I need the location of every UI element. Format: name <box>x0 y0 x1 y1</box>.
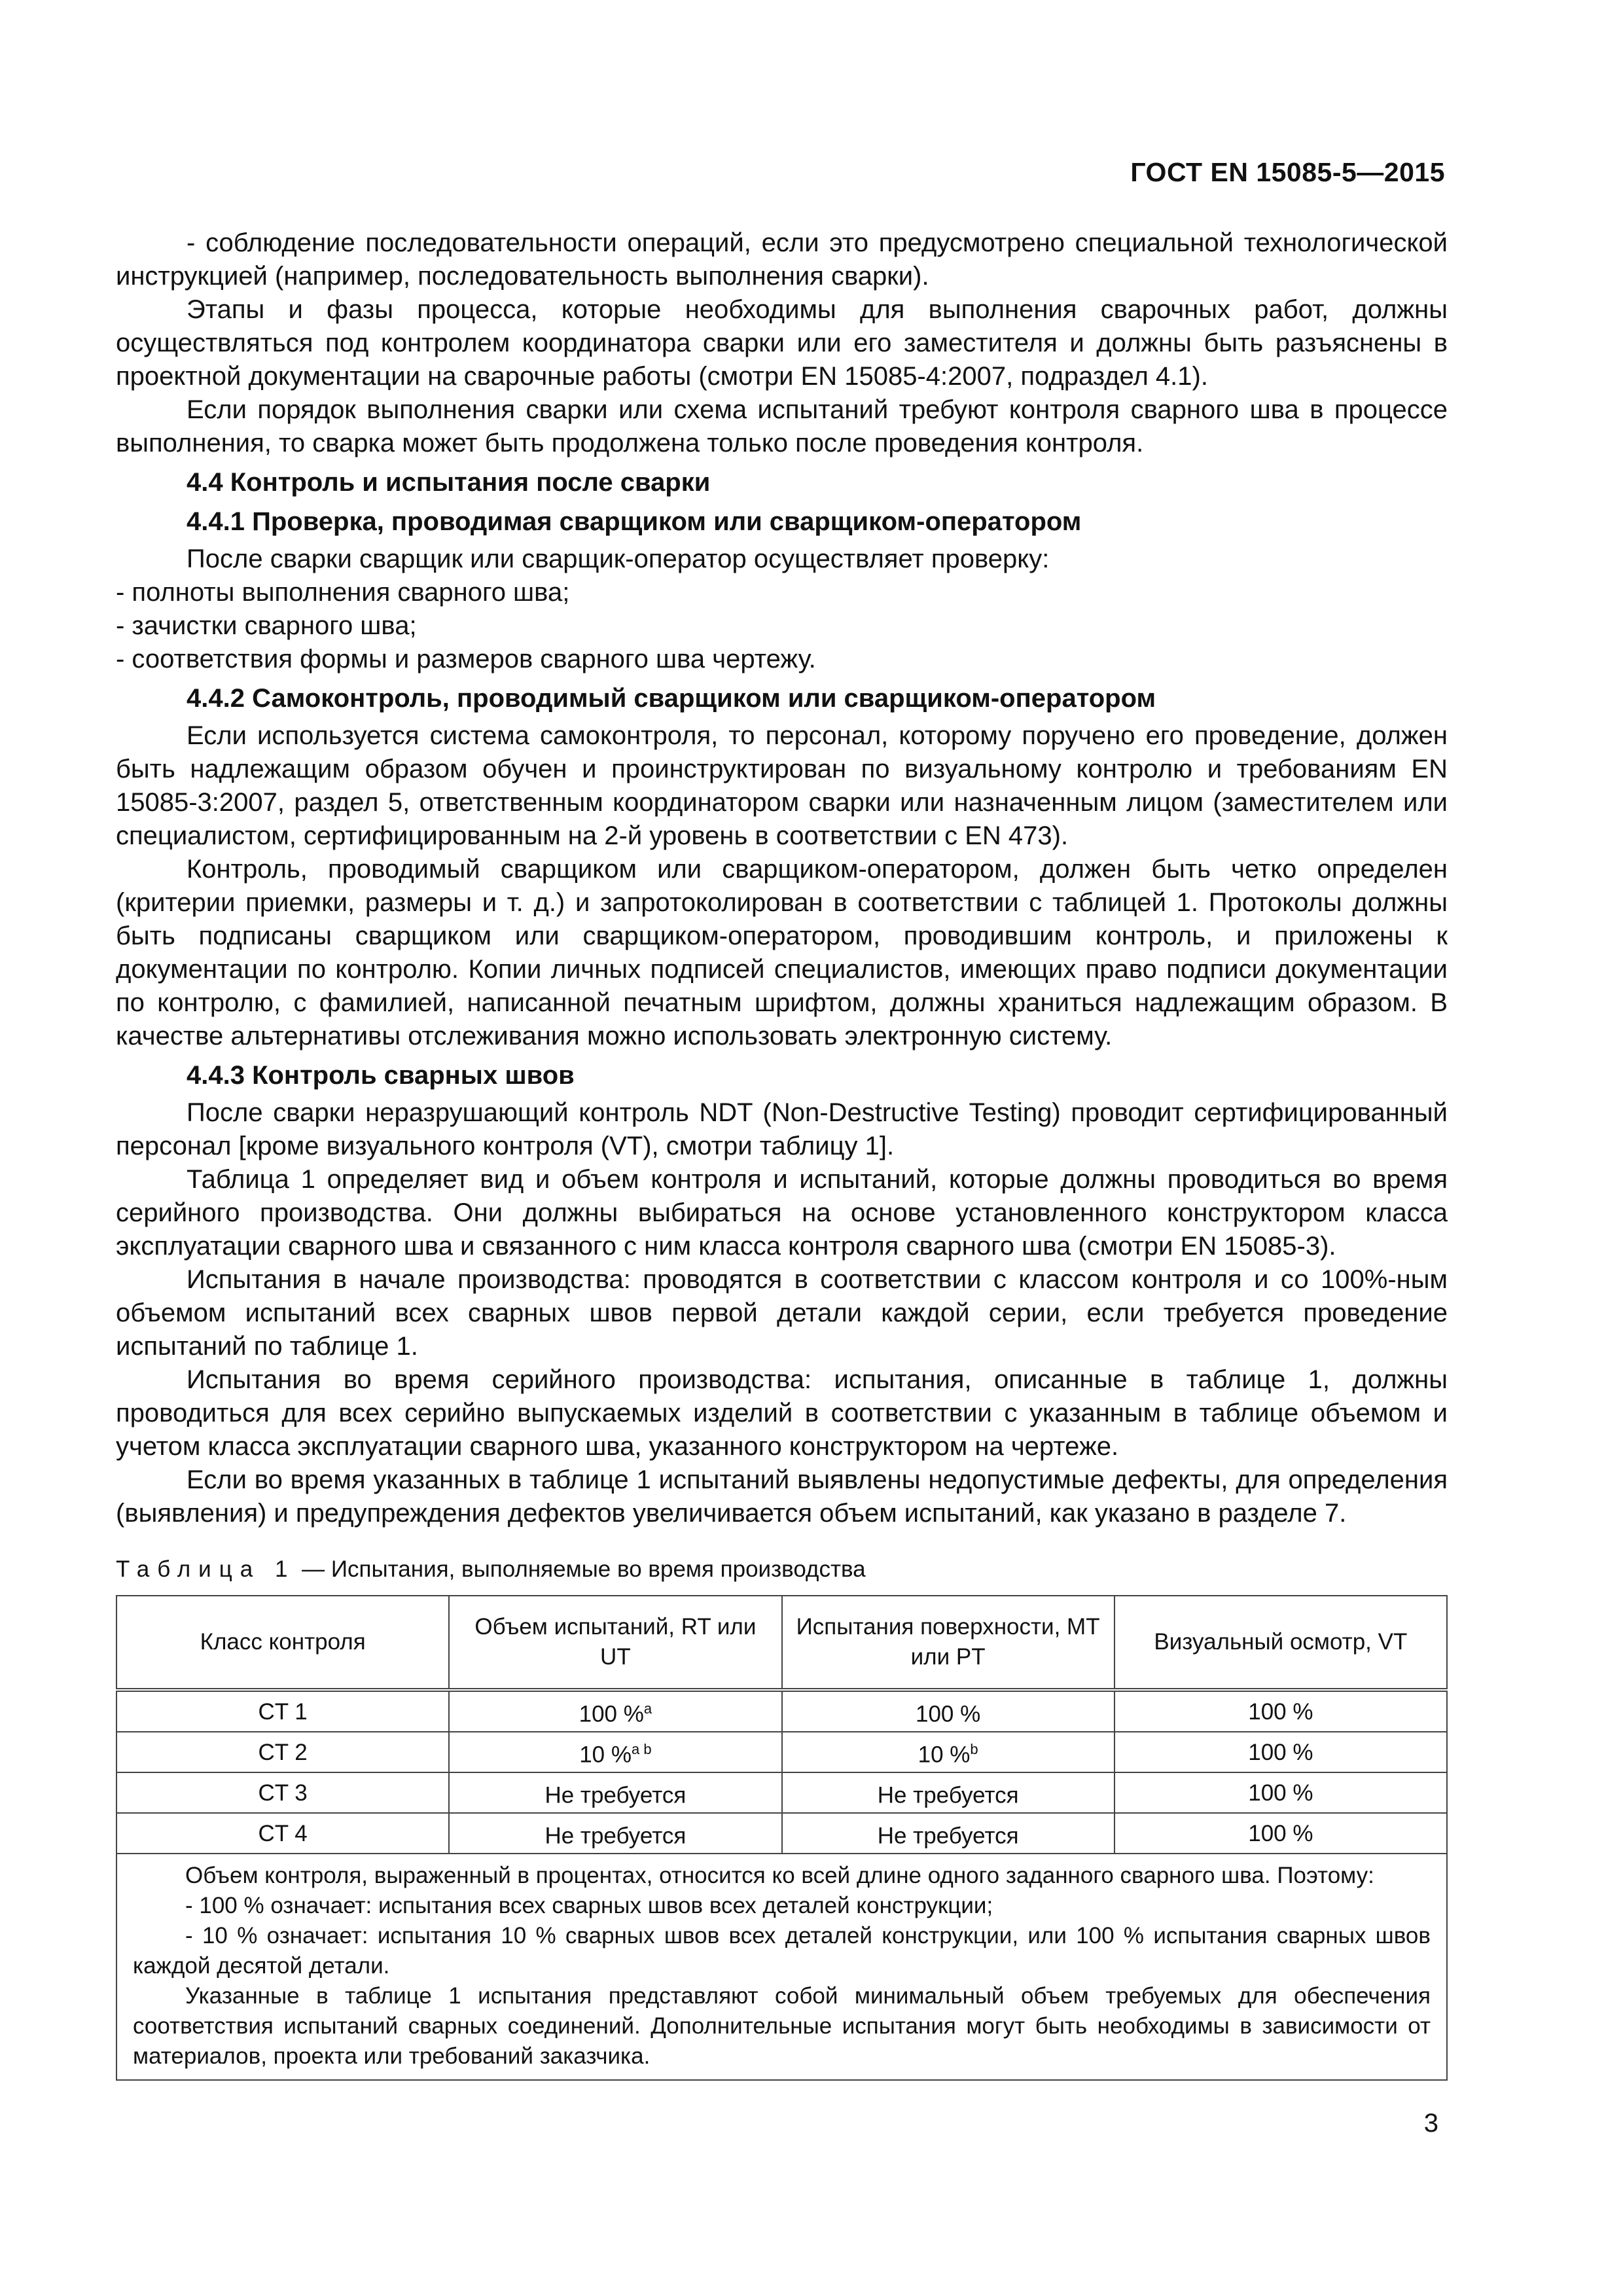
note-text: - 100 % означает: испытания всех сварных швов всех деталей конструкции; <box>185 1893 993 1918</box>
section-heading-4-4-2: 4.4.2 Самоконтроль, проводимый сварщиком или сварщиком-оператором <box>187 684 1156 713</box>
paragraph: Таблица 1 определяет вид и объем контроля и испытаний, которые должны проводиться во время серийного производства. Они должны выбираться на основе установленного конструктором класса эксплуатации сварного шва и связанного с ним класса контроля сварного шва (смотри EN 15085-3). <box>116 1165 1448 1261</box>
cell-vt: 100 % <box>1115 1690 1447 1732</box>
note-text: Указанные в таблице 1 испытания представляют собой минимальный объем требуемых для обеспечения соответствия испытаний сварных соединений. Дополнительные испытания могут быть необходимы в зависимости от материалов, проекта или требований заказчика. <box>133 1983 1431 2069</box>
note-text: Объем контроля, выраженный в процентах, относится ко всей длине одного заданного сварного шва. Поэтому: <box>185 1863 1374 1888</box>
paragraph: Контроль, проводимый сварщиком или сварщиком-оператором, должен быть четко определен (критерии приемки, размеры и т. д.) и запротоколирован в соответствии с таблицей 1. Протоколы должны быть подписаны сварщиком или сварщиком-оператором, проводившим контроль, и приложены к документации по контролю. Копии личных подписей специалистов, имеющих право подписи документации по контролю, с фамилией, написанной печатным шрифтом, должны храниться надлежащим образом. В качестве альтернативы отслеживания можно использовать электронную систему. <box>116 855 1448 1050</box>
section-heading-4-4-3: 4.4.3 Контроль сварных швов <box>187 1061 575 1090</box>
cell-vt: 100 % <box>1115 1813 1447 1854</box>
cell-value: Не требуется <box>877 1782 1019 1808</box>
table-row <box>116 1772 1447 1813</box>
cell-value: Не требуется <box>544 1782 687 1808</box>
document-number-header: ГОСТ EN 15085-5—2015 <box>1130 157 1445 187</box>
cell-class: CT 3 <box>116 1772 449 1813</box>
cell-mt-pt <box>782 1813 1115 1854</box>
cell-class: CT 4 <box>116 1813 449 1854</box>
section-heading-4-4: 4.4 Контроль и испытания после сварки <box>187 468 711 497</box>
table-row <box>116 1813 1447 1854</box>
paragraph: Испытания во время серийного производства: испытания, описанные в таблице 1, должны проводиться для всех серийно выпускаемых изделий в соответствии с указанным в таблице объемом и учетом класса эксплуатации сварного шва, указанного конструктором на чертеже. <box>116 1365 1448 1461</box>
list-item: - зачистки сварного шва; <box>116 611 417 640</box>
paragraph: Испытания в начале производства: проводятся в соответствии с классом контроля и со 100%-ным объемом испытаний всех сварных швов первой детали каждой серии, если требуется проведение испытаний по таблице 1. <box>116 1265 1448 1361</box>
table-header-row <box>116 1596 1447 1690</box>
column-header: Визуальный осмотр, VT <box>1115 1596 1447 1690</box>
table-caption-label: Таблица 1 <box>116 1556 296 1582</box>
table-notes-row <box>116 1854 1447 2080</box>
inspection-table <box>116 1595 1448 2081</box>
cell-rt-ut <box>449 1813 781 1854</box>
table-caption <box>116 1552 1448 1586</box>
cell-value: 100 % <box>579 1701 644 1727</box>
page-number: 3 <box>1423 2109 1438 2138</box>
cell-vt: 100 % <box>1115 1772 1447 1813</box>
note-text: - 10 % означает: испытания 10 % сварных швов всех деталей конструкции, или 100 % испытания сварных швов каждой десятой детали. <box>133 1923 1431 1979</box>
paragraph: Если порядок выполнения сварки или схема испытаний требуют контроля сварного шва в процессе выполнения, то сварка может быть продолжена только после проведения контроля. <box>116 395 1448 457</box>
cell-rt-ut <box>449 1690 781 1732</box>
footnote-mark: a b <box>631 1741 652 1758</box>
cell-class: CT 2 <box>116 1732 449 1772</box>
table-row <box>116 1690 1447 1732</box>
cell-class: CT 1 <box>116 1690 449 1732</box>
section-heading-4-4-1: 4.4.1 Проверка, проводимая сварщиком или сварщиком-оператором <box>187 507 1082 536</box>
cell-value: 10 % <box>579 1742 632 1768</box>
cell-mt-pt <box>782 1732 1115 1772</box>
cell-value: 10 % <box>918 1742 971 1768</box>
list-item: - полноты выполнения сварного шва; <box>116 578 570 607</box>
cell-mt-pt <box>782 1772 1115 1813</box>
paragraph: Этапы и фазы процесса, которые необходимы для выполнения сварочных работ, должны осуществляться под контролем координатора сварки или его заместителя и должны быть разъяснены в проектной документации на сварочные работы (смотри EN 15085-4:2007, подраздел 4.1). <box>116 295 1448 391</box>
footnote-mark: b <box>970 1741 978 1758</box>
cell-rt-ut <box>449 1732 781 1772</box>
paragraph: - соблюдение последовательности операций, если это предусмотрено специальной технологической инструкцией (например, последовательность выполнения сварки). <box>116 228 1448 291</box>
paragraph: Если используется система самоконтроля, то персонал, которому поручено его проведение, должен быть надлежащим образом обучен и проинструктирован по визуальному контролю и требованиям EN 15085-3:2007, раздел 5, ответственным координатором сварки или назначенным лицом (заместителем или специалистом, сертифицированным на 2-й уровень в соответствии с EN 473). <box>116 721 1448 850</box>
column-header: Испытания поверхности, MT или PT <box>782 1596 1115 1690</box>
table-notes <box>116 1854 1447 2080</box>
cell-value: Не требуется <box>544 1823 687 1849</box>
column-header: Объем испытаний, RT или UT <box>449 1596 781 1690</box>
document-body <box>116 226 1448 2081</box>
paragraph: Если во время указанных в таблице 1 испытаний выявлены недопустимые дефекты, для определения (выявления) и предупреждения дефектов увеличивается объем испытаний, как указано в разделе 7. <box>116 1465 1448 1528</box>
paragraph: После сварки неразрушающий контроль NDT (Non-Destructive Testing) проводит сертифицированный персонал [кроме визуального контроля (VT), смотри таблицу 1]. <box>116 1098 1448 1160</box>
cell-mt-pt <box>782 1690 1115 1732</box>
cell-value: Не требуется <box>877 1823 1019 1849</box>
cell-rt-ut <box>449 1772 781 1813</box>
column-header: Класс контроля <box>116 1596 449 1690</box>
list-item: - соответствия формы и размеров сварного шва чертежу. <box>116 645 816 673</box>
table-caption-text: — Испытания, выполняемые во время производства <box>295 1556 866 1582</box>
footnote-mark: a <box>643 1700 652 1717</box>
cell-value: 100 % <box>916 1701 981 1727</box>
table-row <box>116 1732 1447 1772</box>
cell-vt: 100 % <box>1115 1732 1447 1772</box>
paragraph: После сварки сварщик или сварщик-оператор осуществляет проверку: <box>187 545 1050 573</box>
